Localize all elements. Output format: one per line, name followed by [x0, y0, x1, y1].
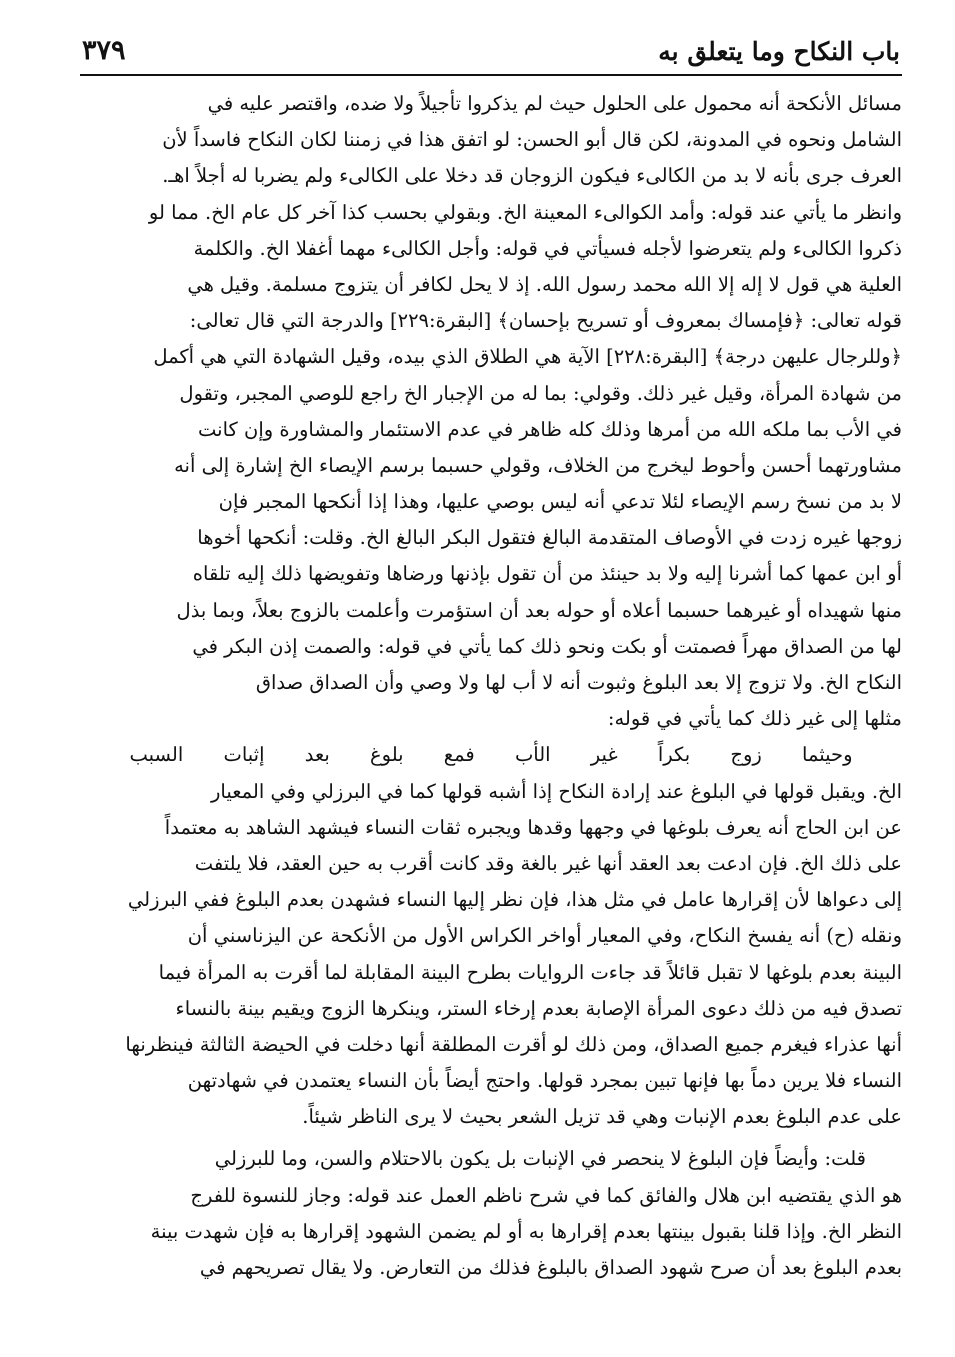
text-line: بعدم البلوغ بعد أن صرح شهود الصداق بالبلوغ فذلك من التعارض. ولا يقال تصريحهم في [199, 1256, 902, 1279]
text-line: أو ابن عمها كما أشرنا إليه ولا بد حينئذ من أن تقول بإذنها ورضاها وتفويضها ذلك إليه تلقاه [192, 562, 902, 586]
verse-line: وحيثما زوج بكراً غير الأب فمع بلوغ بعد إثبات السبب [129, 743, 853, 767]
text-line: النساء فلا يرين دماً بها فإنها تبين بمجرد قولها. واحتج أيضاً بأن النساء يعتمدن في شهادتهن [187, 1069, 902, 1093]
text-line: ﴿وللرجال عليهن درجة﴾ [البقرة:٢٢٨] الآية هي الطلاق الذي بيده، وقيل الشهادة التي هي أكمل [153, 345, 902, 369]
text-line: على ذلك الخ. فإن ادعت بعد العقد أنها غير بالغة وقد كانت أقرب به حين العقد، فلا يلتفت [194, 851, 902, 875]
text-line: لا بد من نسخ رسم الإيصاء لئلا تدعي أنه ليس بوصي عليها، وهذا إذا أنكحها المجبر فإن [218, 490, 902, 514]
text-line: مسائل الأنكحة أنه محمول على الحلول حيث لم يذكروا تأجيلاً ولا ضده، واقتصر عليه في [207, 92, 902, 115]
text-line: من شهادة المرأة، وقيل غير ذلك. وقولي: بما له من الإجبار الخ راجع للوصي المجبر، وتقول [179, 381, 902, 405]
text-line: الخ. ويقبل قولها في البلوغ عند إرادة النكاح إذا أشبه قولها كما في البرزلي وفي المعيار [210, 779, 902, 803]
text-line: أنها عذراء فيغرم جميع الصداق، ومن ذلك لو أقرت المطلقة أنها دخلت في الحيضة الثالثة فينظرنها [125, 1032, 902, 1056]
text-line: لها من الصداق مهراً فصمتت أو بكت ونحو ذلك كما يأتي في قوله: والصمت إذن البكر في [192, 634, 902, 658]
page-number: ٣٧٩ [82, 35, 126, 66]
text-line: النكاح الخ. ولا تزوج إلا بعد البلوغ وثبوت أنه لا أب لها ولا وصي وأن الصداق صداق [255, 671, 902, 694]
text-line: العلية هي قول لا إله إلا الله محمد رسول الله. إذ لا يحل لكافر أن يتزوج مسلمة. وقيل هي [187, 272, 902, 296]
text-line: قوله تعالى: ﴿فإمساك بمعروف أو تسريح بإحسان﴾ [البقرة:٢٢٩] والدرجة التي قال تعالى: [189, 309, 902, 333]
text-line: ذكروا الكالىء ولم يتعرضوا لأجله فسيأتي في قوله: وأجل الكالىء مهما أغفلا الخ. والكلمة [193, 236, 902, 260]
running-title: باب النكاح وما يتعلق به [658, 37, 900, 66]
text-line: ونقله (ح) أنه يفسخ النكاح، وفي المعيار أواخر الكراس الأول من الأنكحة عن اليزناسني أن [187, 924, 902, 948]
page-body [80, 86, 902, 1286]
text-line: منها شهيداه أو غيرهما حسبما أعلاه أو حوله بعد أن استؤمرت وأعلمت بالزوج بعلاً، وبما بذل [176, 598, 902, 622]
text-line: البينة بعدم بلوغها لا تقبل قائلاً قد جاءت الروايات بطرح البينة المقابلة لما أقرت به المرأة فيما [158, 960, 902, 984]
text-line: مثلها إلى غير ذلك كما يأتي في قوله: [607, 707, 902, 731]
text-line: النظر الخ. وإذا قلنا بقبول بينتها بعدم إقرارها به أو لم يضمن الشهود إقرارها به فإن شهدت بينة [150, 1219, 902, 1243]
text-line: قلت: وأيضاً فإن البلوغ لا ينحصر في الإنبات بل يكون بالاحتلام والسن، وما للبرزلي [214, 1147, 866, 1171]
text-line: في الأب بما ملكه الله من أمرها وذلك كله ظاهر في عدم الاستئمار والمشاورة وإن كانت [198, 417, 902, 441]
text-line: عن ابن الحاج أنه يعرف بلوغها في وجهها وقدها ويجبره ثقات النساء فيشهد الشاهد به معتمداً [164, 815, 902, 839]
text-line: هو الذي يقتضيه ابن هلال والفائق كما في شرح ناظم العمل عند قوله: وجاز للنسوة للفرج [190, 1183, 902, 1207]
text-line: وانظر ما يأتي عند قوله: وأمد الكوالىء المعينة الخ. وبقولي بحسب كذا آخر كل عام الخ. مما لو [148, 200, 902, 224]
text-line: زوجها غيره زدت في الأوصاف المتقدمة البالغ فتقول البكر البالغ الخ. وقلت: أنكحها أخوها [197, 526, 902, 550]
text-line: الشامل ونحوه في المدونة، لكن قال أبو الحسن: لو اتفق هذا في زمننا لكان النكاح فاسداً لأن [162, 128, 902, 152]
text-line: تصدق فيه من ذلك دعوى المرأة الإصابة بعدم إرخاء الستر، وينكرها الزوج ويقيم بينة بالنساء [175, 996, 902, 1020]
text-line: على عدم البلوغ بعدم الإنبات وهي قد تزيل الشعر بحيث لا يرى الناظر شيئاً. [302, 1105, 902, 1129]
text-line: إلى دعواها لأن إقرارها عامل في مثل هذا، فإن نظر إليها النساء فشهدن بعدم البلوغ ففي البرزلي [127, 888, 902, 912]
text-line: مشاورتهما أحسن وأحوط ليخرج من الخلاف، وقولي حسبما برسم الإيصاء الخ إشارة إلى أنه [174, 453, 902, 477]
page-header [80, 22, 902, 76]
text-line: العرف جرى بأنه لا بد من الكالىء فيكون الزوجان قد دخلا على الكالىء ولم يضربا له أجلاً اهـ. [162, 164, 902, 188]
